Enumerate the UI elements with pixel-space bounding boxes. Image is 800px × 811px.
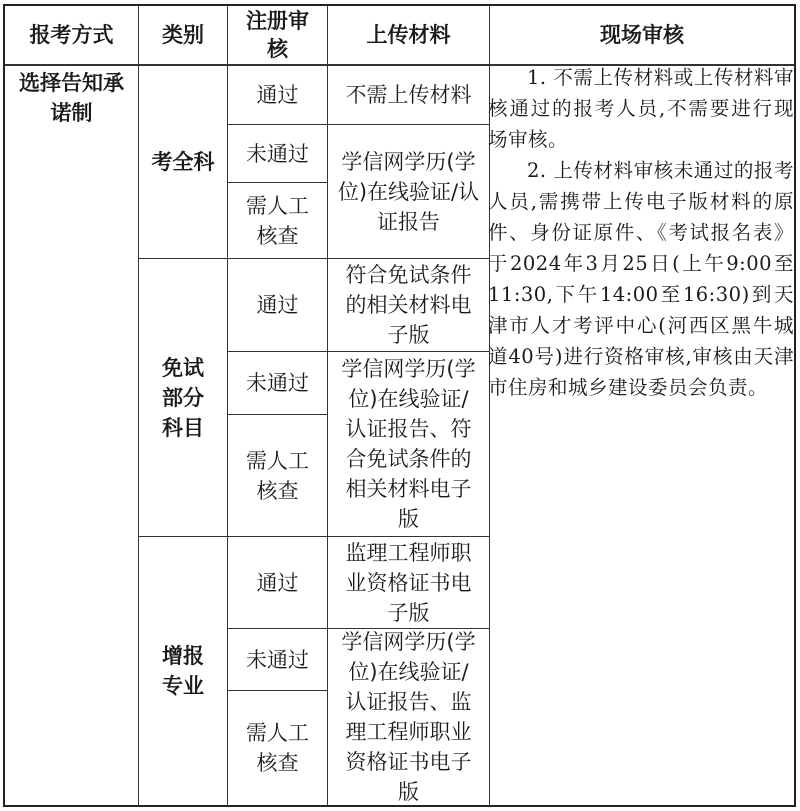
onsite-note: 1. 不需上传材料或上传材料审核通过的报考人员,不需要进行现场审核。 xyxy=(488,66,794,151)
material-cell: 符合免试条件的相关材料电子版 xyxy=(345,263,472,347)
category-cell: 考全科 xyxy=(151,150,215,174)
onsite-note: 2. 上传材料审核未通过的报考人员,需携带上传电子版材料的原件、身份证原件、《考试报名表》于2024年3月25日(上午9:00至11:30,下午14:00至16:30)到天津市人才考评中心(河西区黑牛城道40号)进行资格审核,审核由天津市住房和城乡建设委员会负责。 xyxy=(488,159,794,399)
header-onsite: 现场审核 xyxy=(600,23,684,47)
status-cell: 通过 xyxy=(256,293,299,317)
header-upload: 上传材料 xyxy=(366,23,451,47)
header-method: 报考方式 xyxy=(29,23,114,47)
category-cell: 免试部分科目 xyxy=(162,355,204,440)
status-cell: 未通过 xyxy=(246,141,309,166)
material-cell: 学信网学历(学位)在线验证/认证报告 xyxy=(337,149,480,234)
material-cell: 学信网学历(学位)在线验证/认证报告、符合免试条件的相关材料电子版 xyxy=(341,357,476,531)
method-cell: 选择告知承诺制 xyxy=(19,71,124,125)
status-cell: 未通过 xyxy=(246,647,309,672)
header-category: 类别 xyxy=(162,23,204,47)
status-cell: 需人工核查 xyxy=(246,448,309,503)
status-cell: 需人工核查 xyxy=(246,193,309,248)
material-cell: 监理工程师职业资格证书电子版 xyxy=(345,540,472,625)
material-cell: 学信网学历(学位)在线验证/认证报告、监理工程师职业资格证书电子版 xyxy=(341,630,476,804)
onsite-review-text xyxy=(488,62,794,403)
material-cell: 不需上传材料 xyxy=(345,83,472,107)
status-cell: 需人工核查 xyxy=(246,721,309,775)
status-cell: 通过 xyxy=(256,570,299,595)
header-review: 注册审核 xyxy=(246,9,309,61)
status-cell: 未通过 xyxy=(246,371,309,395)
category-cell: 增报专业 xyxy=(162,644,204,698)
status-cell: 通过 xyxy=(256,83,299,107)
